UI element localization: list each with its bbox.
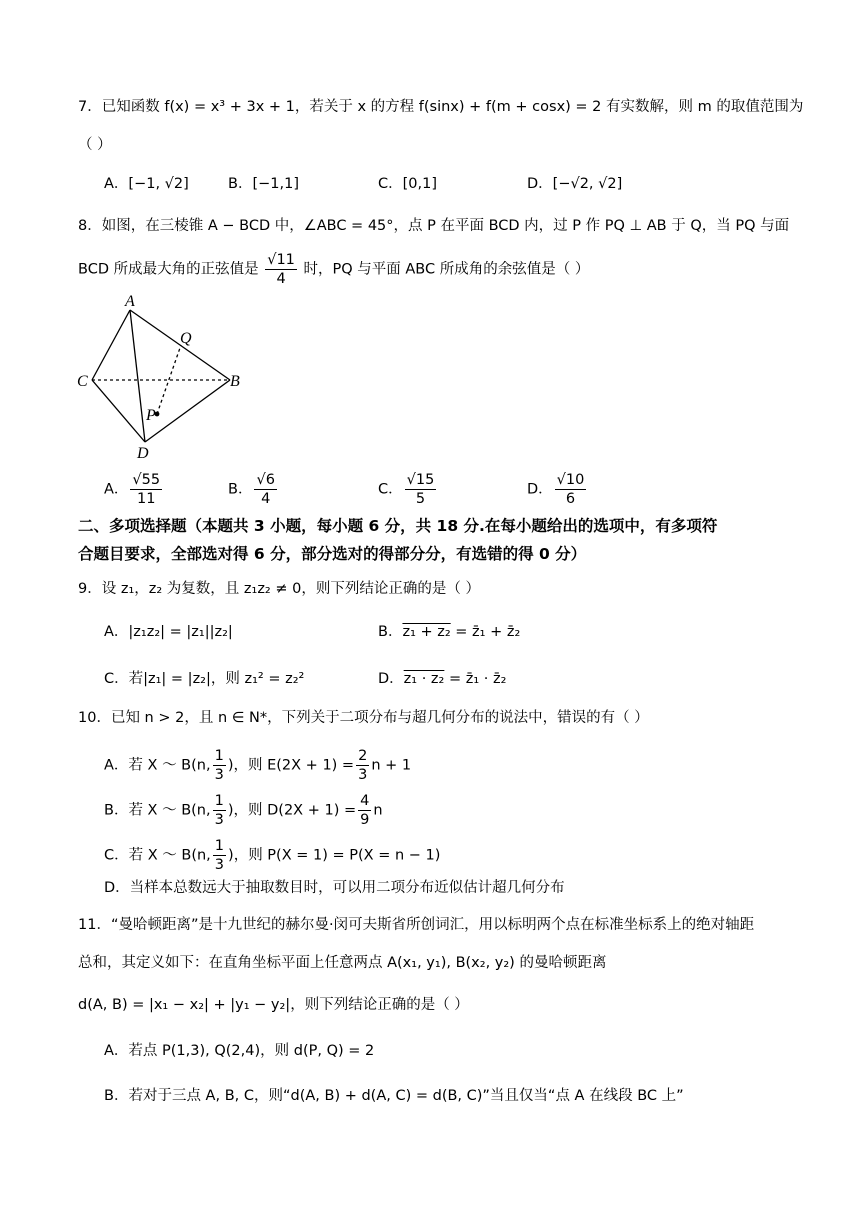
q10-option-a-text3: n + 1: [371, 757, 412, 774]
q10-option-a-coef-den: 3: [358, 767, 368, 783]
section2-heading-line1: 二、多项选择题（本题共 3 小题，每小题 6 分，共 18 分.在每小题给出的选项中，有多项符: [78, 517, 718, 535]
q7-option-a: A．[−1, √2]: [104, 176, 189, 192]
label-q: Q: [180, 330, 192, 347]
label-p: P: [146, 407, 156, 424]
q8-sine-denominator: 4: [276, 271, 286, 287]
q9-option-b: [378, 621, 520, 643]
q7-option-b: B．[−1,1]: [228, 176, 299, 192]
q8-option-a-den: 11: [137, 491, 156, 507]
q8-option-b: [228, 471, 279, 508]
q11-option-a: A．若点 P(1,3), Q(2,4)，则 d(P, Q) = 2: [104, 1043, 375, 1059]
q10-option-b-text1: B．若 X ～ B(n,: [104, 802, 211, 819]
q10-option-a-coef-num: 2: [358, 748, 368, 764]
label-a: A: [125, 293, 135, 310]
q8-option-c: [378, 471, 438, 508]
q10-option-a-text2: )，则 E(2X + 1) =: [227, 757, 355, 774]
q10-option-c-text1: C．若 X ～ B(n,: [104, 847, 211, 864]
q9-option-b-label: B．: [378, 624, 403, 640]
q11-option-b: B．若对于三点 A, B, C，则“d(A, B) + d(A, C) = d(B, C)”当且仅当“点 A 在线段 BC 上”: [104, 1088, 684, 1104]
q9-option-a: A．|z₁z₂| = |z₁||z₂|: [104, 624, 233, 640]
edge-ac: [92, 310, 130, 380]
q9-option-d: [378, 668, 506, 690]
q10-option-b-p-num: 1: [214, 793, 224, 809]
label-d: D: [137, 445, 149, 462]
q10-option-a-p-num: 1: [214, 748, 224, 764]
label-c: C: [77, 373, 88, 390]
q8-sine-fraction: [265, 251, 297, 288]
section2-heading-line2: 合题目要求，全部选对得 6 分，部分选对的得部分分，有选错的得 0 分）: [78, 545, 587, 563]
q10-option-b-text3: n: [373, 802, 383, 819]
edge-db: [145, 380, 230, 442]
q10-option-b-coef-den: 9: [360, 812, 370, 828]
q10-option-c-text2: )，则 P(X = 1) = P(X = n − 1): [228, 847, 441, 864]
q7-stem-line1: 7．已知函数 f(x) = x³ + 3x + 1，若关于 x 的方程 f(sinx) + f(m + cosx) = 2 有实数解，则 m 的取值范围为: [78, 99, 804, 115]
q8-option-a-label: A．: [104, 481, 129, 498]
q8-stem-line2-text-b: 时，PQ 与平面 ABC 所成角的余弦值是（ ）: [303, 261, 590, 278]
q8-option-d-den: 6: [565, 491, 576, 507]
q8-option-b-label: B．: [228, 481, 253, 498]
q9-option-b-lhs: z₁ + z₂: [402, 624, 451, 640]
label-b: B: [230, 373, 240, 390]
q8-option-d-num: √10: [556, 472, 585, 488]
q8-sine-numerator: √11: [267, 252, 295, 268]
q10-option-b-coef-num: 4: [360, 793, 370, 809]
q8-option-b-den: 4: [261, 491, 271, 507]
q8-option-c-den: 5: [415, 491, 426, 507]
edge-ad: [130, 310, 145, 442]
q9-option-b-rhs: = z̄₁ + z̄₂: [450, 624, 521, 640]
q10-option-c-p-den: 3: [214, 857, 225, 873]
q7-option-c: C．[0,1]: [378, 176, 437, 192]
q11-stem-line2: 总和，其定义如下：在直角坐标平面上任意两点 A(x₁, y₁), B(x₂, y₂) 的曼哈顿距离: [78, 955, 607, 971]
q11-stem-line3: d(A, B) = |x₁ − x₂| + |y₁ − y₂|，则下列结论正确的是（ ）: [78, 997, 469, 1013]
q10-stem: 10．已知 n > 2，且 n ∈ N*，下列关于二项分布与超几何分布的说法中，错误的有（ ）: [78, 710, 649, 726]
q10-option-b-text2: )，则 D(2X + 1) =: [227, 802, 357, 819]
q9-option-d-label: D．: [378, 671, 404, 687]
q8-stem-line1: 8．如图，在三棱锥 A − BCD 中，∠ABC = 45°，点 P 在平面 BCD 内，过 P 作 PQ ⊥ AB 于 Q，当 PQ 与面: [78, 218, 790, 234]
q8-option-c-num: √15: [406, 472, 435, 488]
q9-option-d-lhs: z₁ · z₂: [403, 671, 445, 687]
q7-option-d: D．[−√2, √2]: [527, 176, 623, 192]
q10-option-a-p-den: 3: [214, 767, 224, 783]
q8-option-d-label: D．: [527, 481, 553, 498]
q10-option-d: D．当样本总数远大于抽取数目时，可以用二项分布近似估计超几何分布: [104, 880, 565, 896]
q9-stem: 9．设 z₁，z₂ 为复数，且 z₁z₂ ≠ 0，则下列结论正确的是（ ）: [78, 581, 480, 597]
q10-option-c: [104, 837, 440, 874]
q10-option-a: [104, 747, 411, 784]
q8-stem-line2-text-a: BCD 所成最大角的正弦值是: [78, 261, 259, 278]
q9-option-d-rhs: = z̄₁ · z̄₂: [444, 671, 507, 687]
q8-option-b-num: √6: [256, 472, 275, 488]
q10-option-b: [104, 792, 383, 829]
q10-option-a-text1: A．若 X ～ B(n,: [104, 757, 211, 774]
q8-stem-line2: [78, 251, 589, 288]
q10-option-c-p-num: 1: [214, 838, 225, 854]
q8-option-a-num: √55: [132, 472, 161, 488]
q8-option-d: [527, 471, 588, 508]
q8-option-c-label: C．: [378, 481, 403, 498]
q7-stem-line2: （ ）: [78, 137, 112, 153]
q10-option-b-p-den: 3: [214, 812, 224, 828]
q9-option-c: C．若|z₁| = |z₂|，则 z₁² = z₂²: [104, 671, 305, 687]
pyramid-figure: [70, 290, 260, 465]
q11-stem-line1: 11．“曼哈顿距离”是十九世纪的赫尔曼·闵可夫斯省所创词汇，用以标明两个点在标准坐标系上的绝对轴距: [78, 917, 755, 933]
q8-option-a: [104, 471, 164, 508]
edge-cd: [92, 380, 145, 442]
